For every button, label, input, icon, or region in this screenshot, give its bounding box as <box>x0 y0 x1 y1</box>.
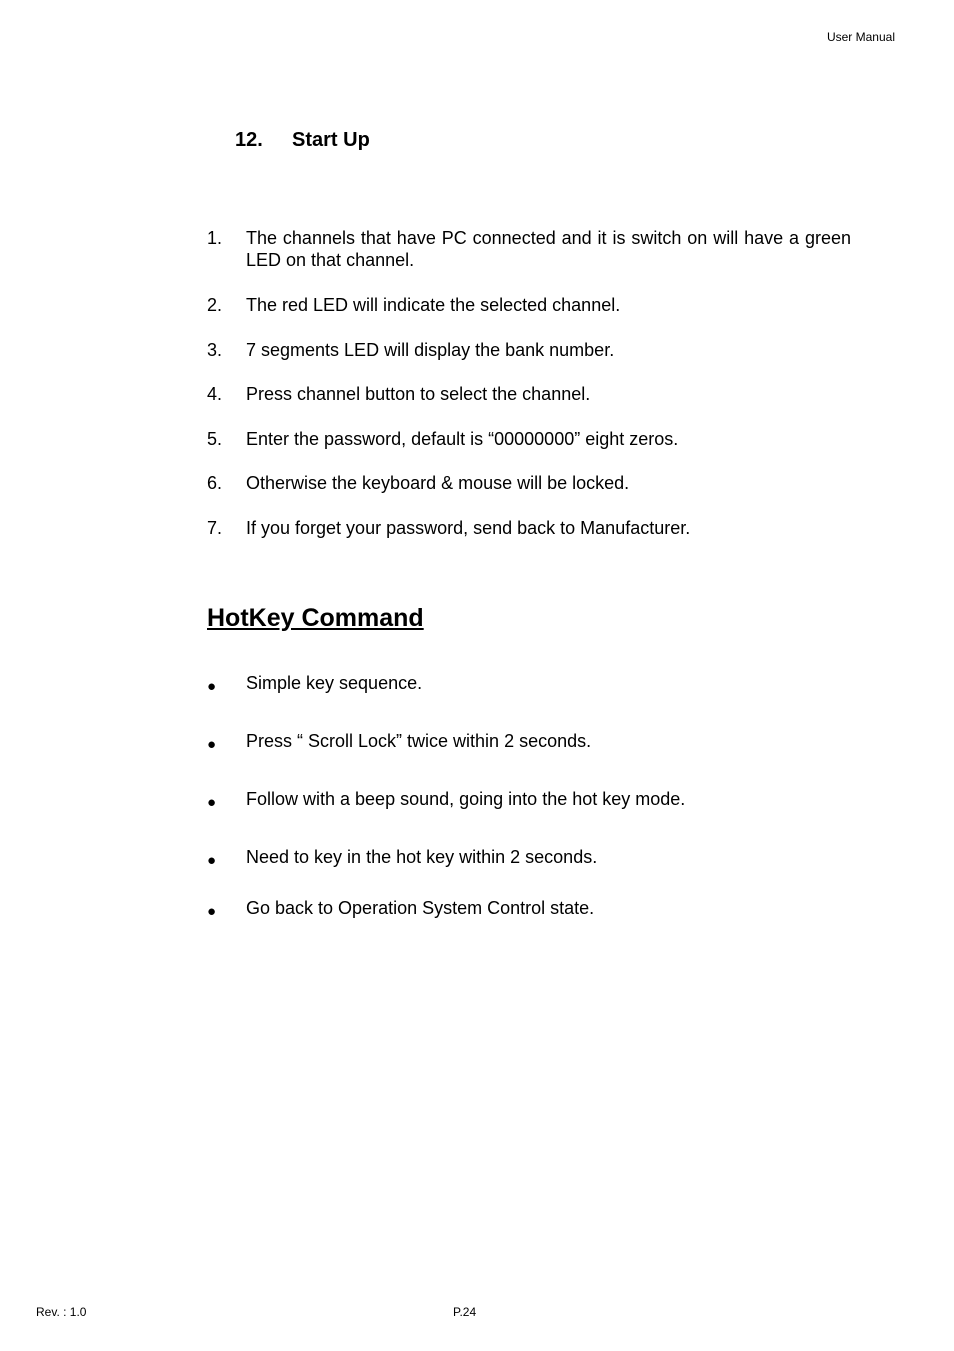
bullet-item-text: Press “ Scroll Lock” twice within 2 seconds. <box>246 731 592 751</box>
list-item-text: Press channel button to select the channel. <box>246 384 591 404</box>
bullet-icon: ● <box>207 736 217 753</box>
hotkey-heading: HotKey Command <box>207 604 424 632</box>
list-item-text: The red LED will indicate the selected channel. <box>246 295 621 315</box>
footer-page-number: P.24 <box>453 1305 477 1319</box>
list-item <box>207 428 851 450</box>
bullet-item <box>207 672 422 694</box>
list-item <box>207 227 851 271</box>
section-title: Start Up <box>292 129 370 151</box>
list-item-text: The channels that have PC connected and it is switch on will have a green LED on that channel. <box>246 228 851 270</box>
list-item-number: 6. <box>207 473 223 493</box>
list-item-number: 7. <box>207 518 223 538</box>
list-item <box>207 294 851 316</box>
bullet-icon: ● <box>207 794 217 811</box>
list-item <box>207 472 851 494</box>
list-item-number: 1. <box>207 228 223 248</box>
bullet-item-text: Follow with a beep sound, going into the hot key mode. <box>246 789 686 809</box>
list-item <box>207 339 851 361</box>
list-item-text: Otherwise the keyboard & mouse will be locked. <box>246 473 630 493</box>
bullet-icon: ● <box>207 678 217 695</box>
list-item-number: 2. <box>207 295 223 315</box>
bullet-item-text: Go back to Operation System Control state. <box>246 898 595 918</box>
list-item-number: 5. <box>207 429 223 449</box>
list-item-number: 4. <box>207 384 223 404</box>
bullet-item <box>207 788 685 810</box>
list-item-text: 7 segments LED will display the bank number. <box>246 340 615 360</box>
list-item-text: If you forget your password, send back to Manufacturer. <box>246 518 691 538</box>
list-item <box>207 383 851 405</box>
bullet-icon: ● <box>207 903 217 920</box>
footer-revision: Rev. : 1.0 <box>36 1305 87 1319</box>
section-heading <box>235 129 370 152</box>
list-item-number: 3. <box>207 340 223 360</box>
bullet-item-text: Simple key sequence. <box>246 673 423 693</box>
bullet-item <box>207 897 594 919</box>
bullet-item-text: Need to key in the hot key within 2 seconds. <box>246 847 598 867</box>
bullet-icon: ● <box>207 852 217 869</box>
header-title: User Manual <box>826 30 895 44</box>
section-number: 12. <box>235 129 263 151</box>
bullet-item <box>207 846 597 868</box>
list-item-text: Enter the password, default is “00000000” eight zeros. <box>246 429 679 449</box>
bullet-item <box>207 730 591 752</box>
list-item <box>207 517 851 539</box>
